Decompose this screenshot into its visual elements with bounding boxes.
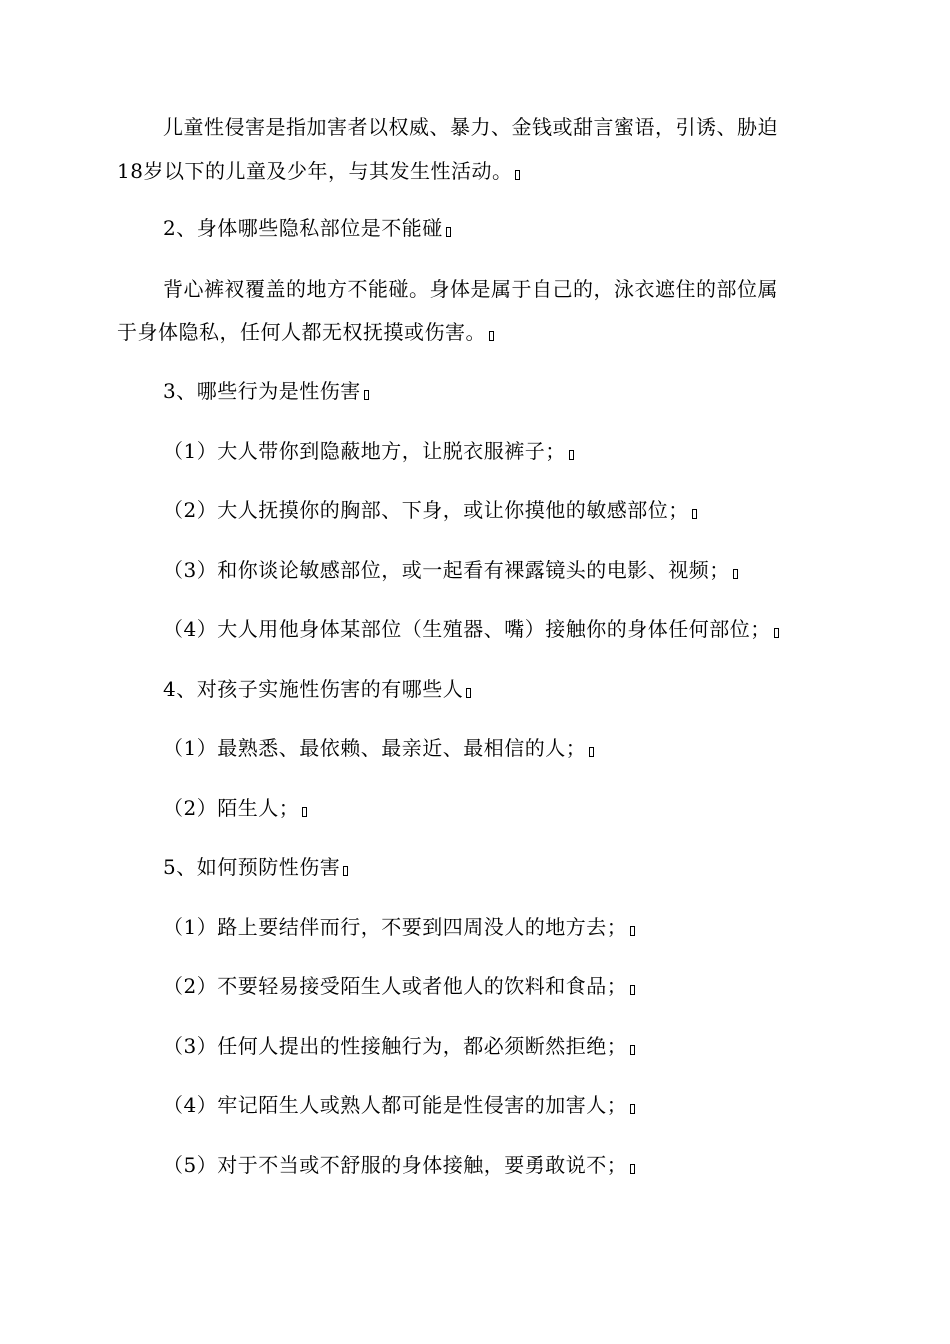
line-text: （5）对于不当或不舒服的身体接触，要勇敢说不；	[163, 1153, 628, 1177]
list-item	[0, 496, 950, 524]
paragraph-mark-icon	[774, 628, 779, 638]
paragraph-mark-icon	[466, 688, 471, 698]
line-text: （4）牢记陌生人或熟人都可能是性侵害的加害人；	[163, 1093, 628, 1117]
paragraph-mark-icon	[343, 866, 348, 876]
line-text: 儿童性侵害是指加害者以权威、暴力、金钱或甜言蜜语，引诱、胁迫	[163, 115, 778, 139]
line-text: （3）和你谈论敏感部位，或一起看有裸露镜头的电影、视频；	[163, 558, 730, 582]
line-text: 2、身体哪些隐私部位是不能碰	[163, 216, 443, 240]
list-item	[0, 437, 950, 465]
list-item	[0, 734, 950, 762]
line-text: 于身体隐私，任何人都无权抚摸或伤害。	[117, 320, 486, 344]
paragraph-mark-icon	[569, 450, 574, 460]
paragraph-mark-icon	[630, 1104, 635, 1114]
line-text: （3）任何人提出的性接触行为，都必须断然拒绝；	[163, 1034, 628, 1058]
list-item	[0, 913, 950, 941]
list-item	[0, 1151, 950, 1179]
line-text: （2）陌生人；	[163, 796, 300, 820]
line-text: 4、对孩子实施性伤害的有哪些人	[163, 677, 464, 701]
paragraph-mark-icon	[446, 227, 451, 237]
line-text: 5、如何预防性伤害	[163, 855, 341, 879]
line-text: 3、哪些行为是性伤害	[163, 379, 361, 403]
paragraph-line	[0, 318, 950, 346]
paragraph-line	[0, 275, 950, 303]
section-heading	[0, 377, 950, 405]
line-text: （2）不要轻易接受陌生人或者他人的饮料和食品；	[163, 974, 628, 998]
paragraph-mark-icon	[630, 926, 635, 936]
list-item	[0, 794, 950, 822]
line-text: （1）最熟悉、最依赖、最亲近、最相信的人；	[163, 736, 587, 760]
paragraph-mark-icon	[630, 1164, 635, 1174]
line-text: 18岁以下的儿童及少年，与其发生性活动。	[117, 159, 513, 183]
paragraph-mark-icon	[515, 170, 520, 180]
paragraph-mark-icon	[489, 331, 494, 341]
paragraph-line	[0, 113, 950, 141]
line-text: （1）路上要结伴而行，不要到四周没人的地方去；	[163, 915, 628, 939]
line-text: 背心裤衩覆盖的地方不能碰。身体是属于自己的，泳衣遮住的部位属	[163, 277, 778, 301]
paragraph-mark-icon	[630, 1045, 635, 1055]
list-item	[0, 972, 950, 1000]
paragraph-mark-icon	[733, 569, 738, 579]
list-item	[0, 1032, 950, 1060]
paragraph-mark-icon	[302, 807, 307, 817]
paragraph-mark-icon	[589, 747, 594, 757]
line-text: （1）大人带你到隐蔽地方，让脱衣服裤子；	[163, 439, 566, 463]
section-heading	[0, 675, 950, 703]
paragraph-line	[0, 157, 950, 185]
paragraph-mark-icon	[364, 390, 369, 400]
list-item	[0, 1091, 950, 1119]
paragraph-mark-icon	[692, 509, 697, 519]
section-heading	[0, 214, 950, 242]
paragraph-mark-icon	[630, 985, 635, 995]
line-text: （4）大人用他身体某部位（生殖器、嘴）接触你的身体任何部位；	[163, 617, 771, 641]
section-heading	[0, 853, 950, 881]
list-item	[0, 556, 950, 584]
line-text: （2）大人抚摸你的胸部、下身，或让你摸他的敏感部位；	[163, 498, 689, 522]
list-item	[0, 615, 950, 643]
